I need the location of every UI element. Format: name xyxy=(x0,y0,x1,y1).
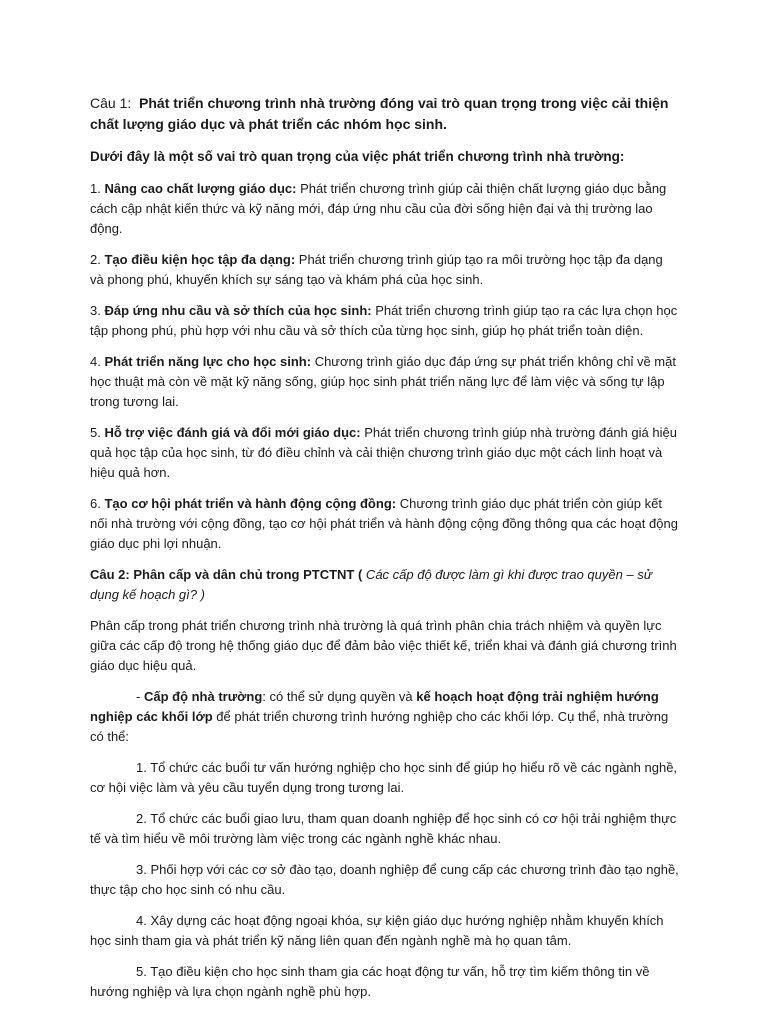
role-text: Phát triển chương trình giúp tạo ra các lựa chọn học tập phong phú, phù hợp với nhu cầu và sở thích của từng học sinh, giúp họ phát triển toàn diện. xyxy=(90,303,678,338)
role-text: Chương trình giáo dục đáp ứng sự phát triển không chỉ về mặt học thuật mà còn về mặt kỹ năng sống, giúp học sinh phát triển năng lực để làm việc và sống tự lập trong tương lai. xyxy=(90,354,676,409)
role-number: 2. xyxy=(90,252,105,267)
role-term: Tạo cơ hội phát triển và hành động cộng đồng: xyxy=(104,496,397,511)
role-term: Nâng cao chất lượng giáo dục: xyxy=(104,181,297,196)
question-2-subtitle: Các cấp độ được làm gì khi được trao quyền – sử dụng kế hoạch gì? ) xyxy=(90,567,653,602)
action-item: 1. Tổ chức các buổi tư vấn hướng nghiệp cho học sinh để giúp họ hiểu rõ về các ngành nghề, cơ hội việc làm và yêu cầu tuyển dụng trong tương lai. xyxy=(90,760,678,795)
school-level-plan: kế hoạch hoạt động trải nghiệm hướng nghiệp các khối lớp xyxy=(90,689,659,724)
role-term: Đáp ứng nhu cầu và sở thích của học sinh: xyxy=(104,303,372,318)
action-item: 5. Tạo điều kiện cho học sinh tham gia các hoạt động tư vấn, hỗ trợ tìm kiếm thông tin về hướng nghiệp và lựa chọn ngành nghề phù hợp. xyxy=(90,964,650,999)
role-item xyxy=(90,179,680,239)
question-2-title: Câu 2: Phân cấp và dân chủ trong PTCTNT ( xyxy=(90,567,363,582)
role-text: Phát triển chương trình giúp cải thiện chất lượng giáo dục bằng cách cập nhật kiến thức và kỹ năng mới, đáp ứng nhu cầu của đời sống hiện đại và thị trường lao động. xyxy=(90,181,667,236)
role-text: Phát triển chương trình giúp tạo ra môi trường học tập đa dạng và phong phú, khuyến khích sự sáng tạo và khám phá của học sinh. xyxy=(90,252,663,287)
school-level-mid: : có thể sử dụng quyền và xyxy=(262,689,417,704)
question-2-heading xyxy=(90,565,680,605)
question-1-heading xyxy=(90,93,680,135)
role-item xyxy=(90,423,680,483)
role-item xyxy=(90,250,680,290)
action-item: 3. Phối hợp với các cơ sở đào tạo, doanh nghiệp để cung cấp các chương trình đào tạo nghề, thực tập cho học sinh có nhu cầu. xyxy=(90,862,679,897)
role-number: 6. xyxy=(90,496,105,511)
question-1-label: Câu 1: xyxy=(90,95,132,111)
school-level-term: Cấp độ nhà trường xyxy=(143,689,263,704)
document-body xyxy=(90,93,680,1013)
role-number: 1. xyxy=(90,181,105,196)
role-text: Chương trình giáo dục phát triển còn giúp kết nối nhà trường với cộng đồng, tạo cơ hội phát triển và hành động cộng đồng thông qua các hoạt động giáo dục phi lợi nhuận. xyxy=(90,496,678,551)
role-item xyxy=(90,494,680,554)
action-item: 4. Xây dựng các hoạt động ngoại khóa, sự kiện giáo dục hướng nghiệp nhằm khuyến khích học sinh tham gia và phát triển kỹ năng liên quan đến ngành nghề mà họ quan tâm. xyxy=(90,913,664,948)
role-number: 5. xyxy=(90,425,105,440)
roles-intro: Dưới đây là một số vai trò quan trọng của việc phát triển chương trình nhà trường: xyxy=(90,149,625,164)
role-item xyxy=(90,352,680,412)
role-term: Phát triển năng lực cho học sinh: xyxy=(104,354,312,369)
question-2-intro: Phân cấp trong phát triển chương trình nhà trường là quá trình phân chia trách nhiệm và quyền lực giữa các cấp độ trong hệ thống giáo dục để đảm bảo việc thiết kế, triển khai và đánh giá chương trình giáo dục hiệu quả. xyxy=(90,618,677,673)
role-term: Tạo điều kiện học tập đa dạng: xyxy=(104,252,296,267)
role-text: Phát triển chương trình giúp nhà trường đánh giá hiệu quả học tập của học sinh, từ đó điều chỉnh và cải thiện chương trình giáo dục một cách linh hoạt và hiệu quả hơn. xyxy=(90,425,677,480)
school-level-dash: - xyxy=(136,689,144,704)
question-1-title: Phát triển chương trình nhà trường đóng vai trò quan trọng trong việc cải thiện chất lượng giáo dục và phát triển các nhóm học sinh. xyxy=(90,95,669,132)
role-number: 4. xyxy=(90,354,105,369)
action-item: 2. Tổ chức các buổi giao lưu, tham quan doanh nghiệp để học sinh có cơ hội trải nghiệm thực tế và tìm hiểu về môi trường làm việc trong các ngành nghề khác nhau. xyxy=(90,811,677,846)
role-term: Hỗ trợ việc đánh giá và đổi mới giáo dục: xyxy=(104,425,361,440)
role-number: 3. xyxy=(90,303,105,318)
role-item xyxy=(90,301,680,341)
school-level-paragraph xyxy=(90,687,680,747)
school-level-rest: để phát triển chương trình hướng nghiệp cho các khối lớp. Cụ thể, nhà trường có thể: xyxy=(90,709,669,744)
